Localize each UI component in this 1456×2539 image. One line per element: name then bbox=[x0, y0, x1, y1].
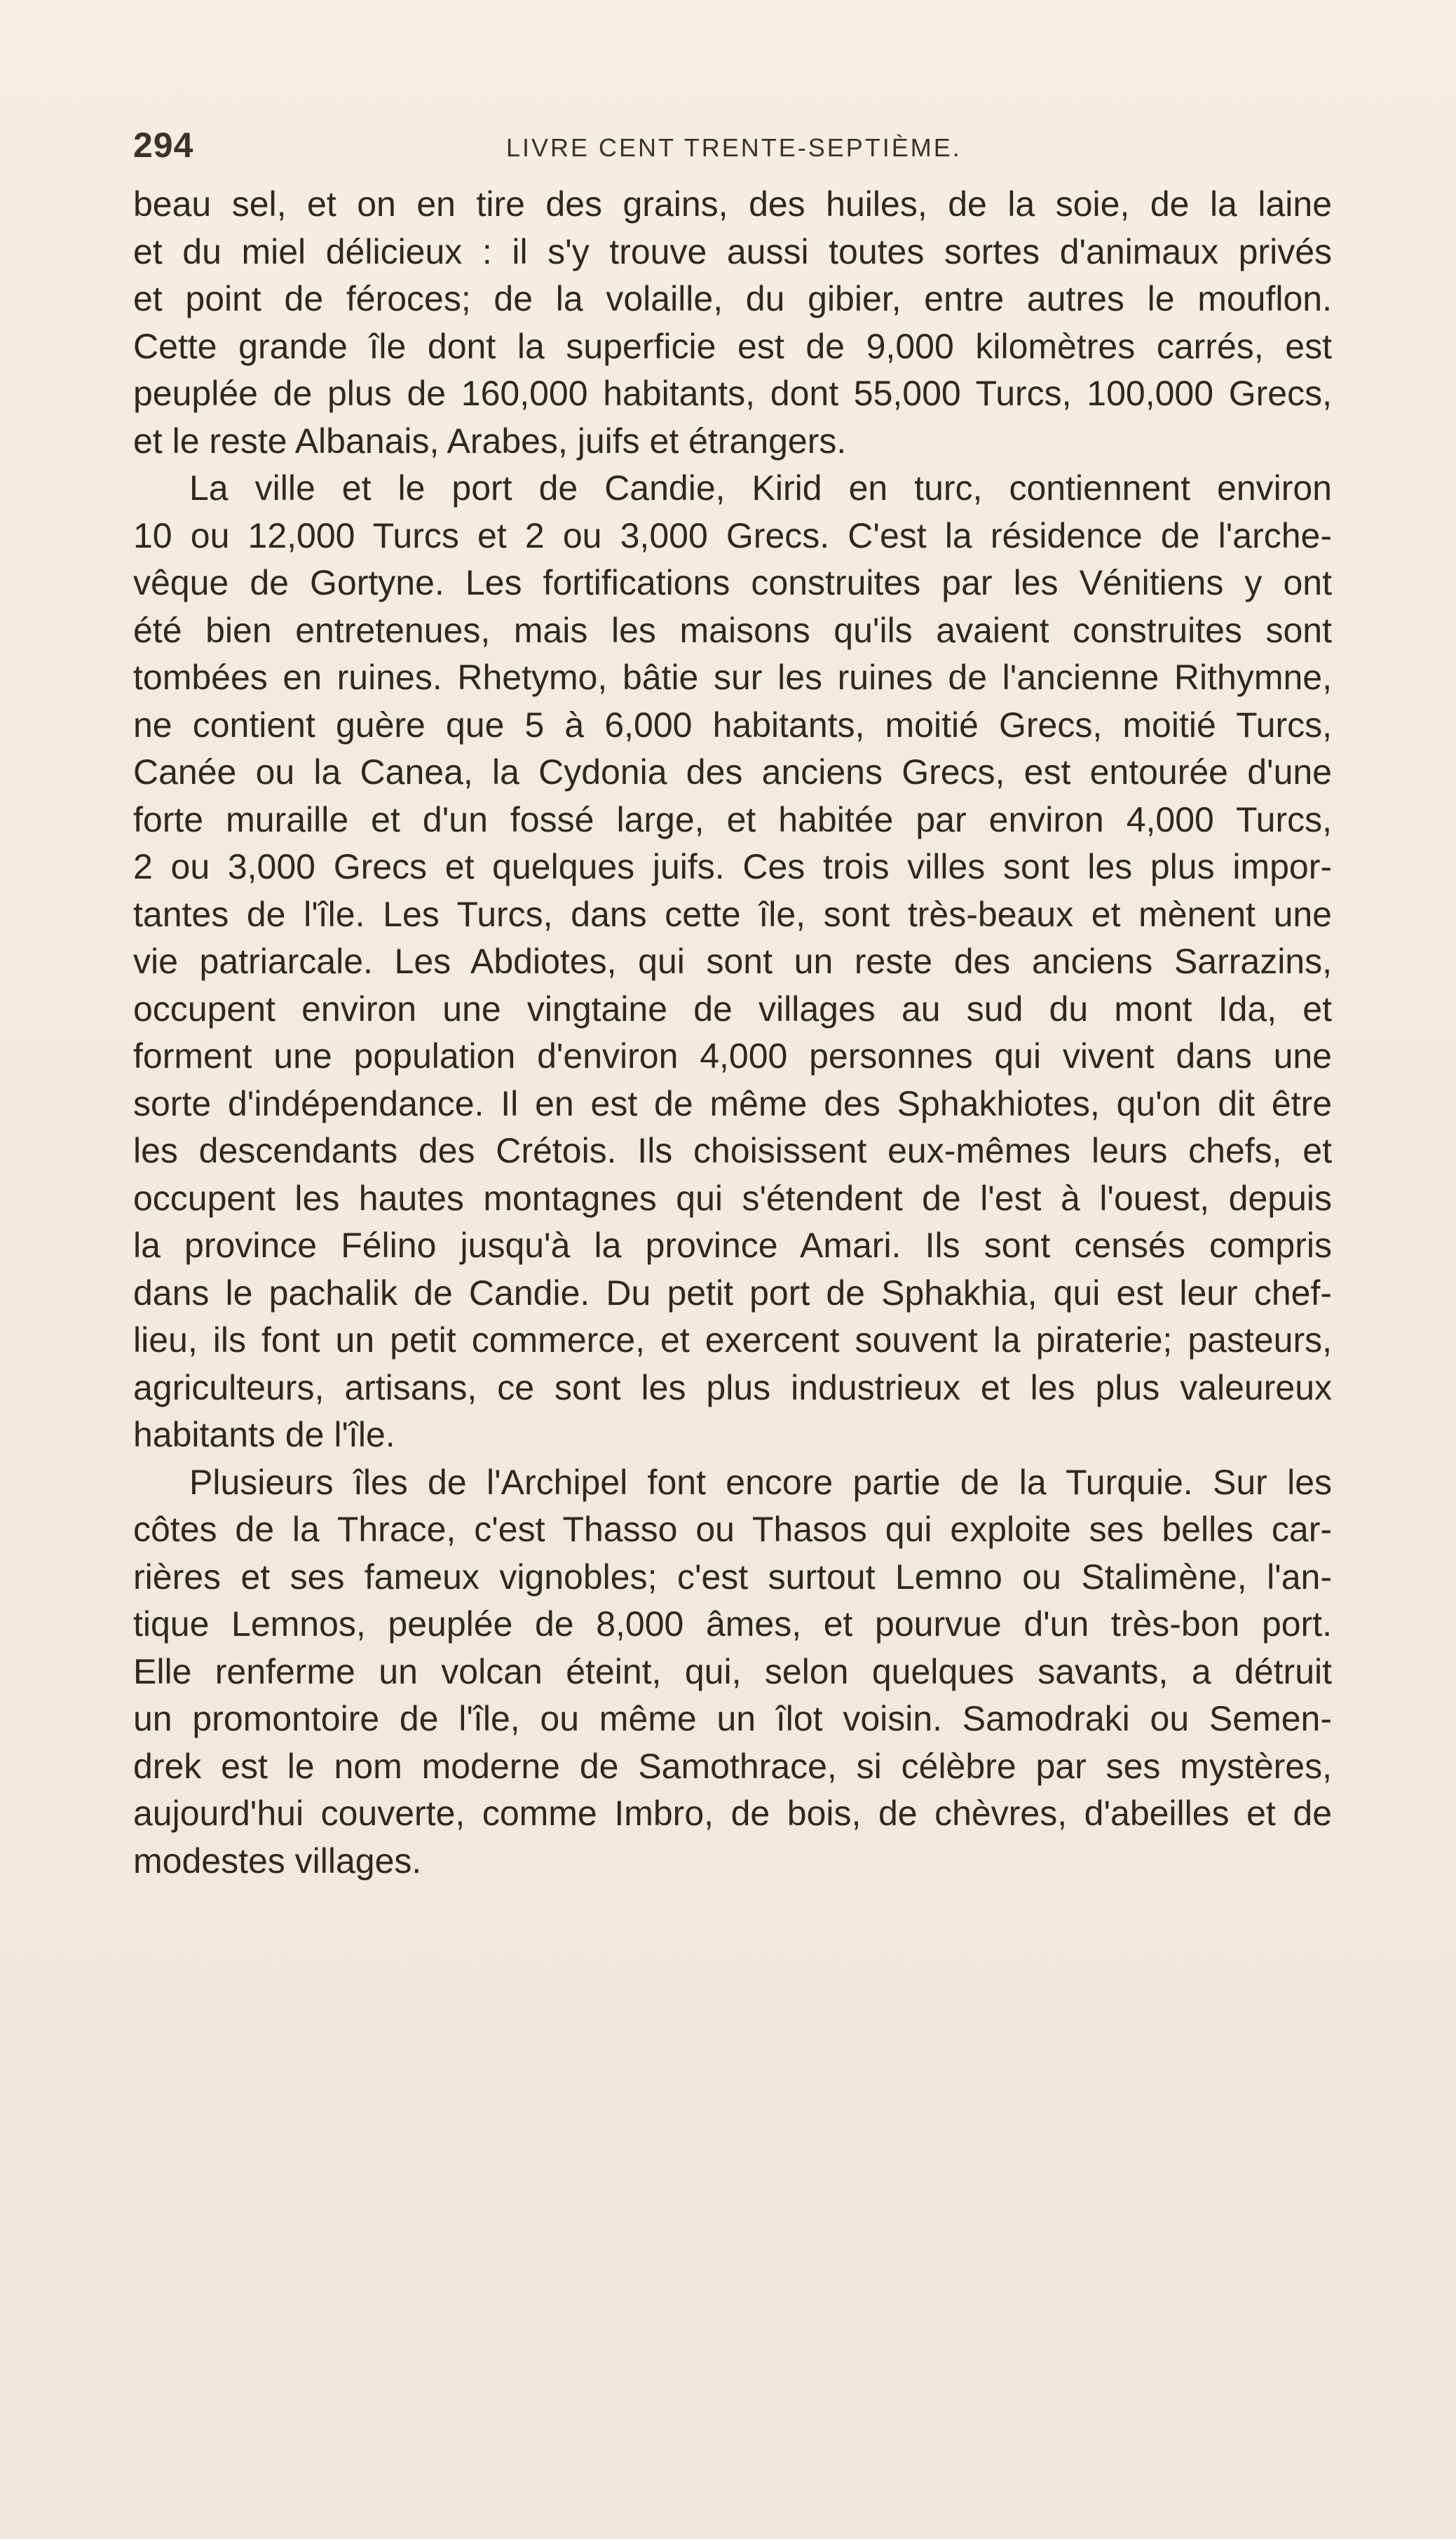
text-line: rières et ses fameux vignobles; c'est surtout Lemno ou Stalimène, l'an- bbox=[133, 1557, 1332, 1597]
text-line: Cette grande île dont la superficie est de 9,000 kilomètres carrés, est bbox=[133, 326, 1332, 366]
text-line: peuplée de plus de 160,000 habitants, dont 55,000 Turcs, 100,000 Grecs, bbox=[133, 374, 1332, 413]
text-line: tombées en ruines. Rhetymo, bâtie sur les ruines de l'ancienne Rithymne, bbox=[133, 658, 1332, 697]
text-line: tantes de l'île. Les Turcs, dans cette île, sont très-beaux et mènent une bbox=[133, 894, 1332, 934]
text-line: et le reste Albanais, Arabes, juifs et étrangers. bbox=[133, 421, 847, 461]
running-head: LIVRE CENT TRENTE-SEPTIÈME. bbox=[506, 133, 962, 162]
text-line: 10 ou 12,000 Turcs et 2 ou 3,000 Grecs. C'est la résidence de l'arche- bbox=[133, 515, 1332, 555]
page-header bbox=[133, 125, 1353, 174]
text-line: ne contient guère que 5 à 6,000 habitants, moitié Grecs, moitié Turcs, bbox=[133, 705, 1332, 745]
text-line: forment une population d'environ 4,000 personnes qui vivent dans une bbox=[133, 1036, 1332, 1076]
text-line: habitants de l'île. bbox=[133, 1415, 395, 1454]
text-line: Elle renferme un volcan éteint, qui, selon quelques savants, a détruit bbox=[133, 1651, 1332, 1691]
text-line: Canée ou la Canea, la Cydonia des anciens Grecs, est entourée d'une bbox=[133, 752, 1332, 792]
text-line: dans le pachalik de Candie. Du petit port de Sphakhia, qui est leur chef- bbox=[133, 1273, 1332, 1313]
text-line: drek est le nom moderne de Samothrace, si célèbre par ses mystères, bbox=[133, 1746, 1332, 1786]
text-line: occupent environ une vingtaine de villages au sud du mont Ida, et bbox=[133, 989, 1332, 1029]
text-line: occupent les hautes montagnes qui s'étendent de l'est à l'ouest, depuis bbox=[133, 1178, 1332, 1218]
text-line: Plusieurs îles de l'Archipel font encore partie de la Turquie. Sur les bbox=[189, 1462, 1332, 1502]
text-line: la province Félino jusqu'à la province Amari. Ils sont censés compris bbox=[133, 1226, 1332, 1265]
text-line: agriculteurs, artisans, ce sont les plus industrieux et les plus valeureux bbox=[133, 1367, 1332, 1407]
text-line: et du miel délicieux : il s'y trouve aussi toutes sortes d'animaux privés bbox=[133, 231, 1332, 271]
text-line: un promontoire de l'île, ou même un îlot voisin. Samodraki ou Semen- bbox=[133, 1699, 1332, 1738]
text-line: sorte d'indépendance. Il en est de même des Sphakhiotes, qu'on dit être bbox=[133, 1083, 1332, 1123]
text-line: été bien entretenues, mais les maisons qu'ils avaient construites sont bbox=[133, 610, 1332, 650]
text-line: aujourd'hui couverte, comme Imbro, de bois, de chèvres, d'abeilles et de bbox=[133, 1794, 1332, 1833]
body-text bbox=[133, 181, 1332, 1885]
text-line: beau sel, et on en tire des grains, des huiles, de la soie, de la laine bbox=[133, 184, 1332, 224]
text-line: forte muraille et d'un fossé large, et habitée par environ 4,000 Turcs, bbox=[133, 799, 1332, 839]
text-line: La ville et le port de Candie, Kirid en turc, contiennent environ bbox=[189, 468, 1332, 508]
text-line: les descendants des Crétois. Ils choisissent eux-mêmes leurs chefs, et bbox=[133, 1131, 1332, 1170]
page-number: 294 bbox=[133, 126, 194, 165]
text-line: tique Lemnos, peuplée de 8,000 âmes, et pourvue d'un très-bon port. bbox=[133, 1604, 1332, 1644]
text-line: modestes villages. bbox=[133, 1841, 422, 1881]
text-line: vêque de Gortyne. Les fortifications construites par les Vénitiens y ont bbox=[133, 563, 1332, 602]
text-line: vie patriarcale. Les Abdiotes, qui sont un reste des anciens Sarrazins, bbox=[133, 942, 1332, 981]
text-line: et point de féroces; de la volaille, du gibier, entre autres le mouflon. bbox=[133, 279, 1332, 318]
text-line: 2 ou 3,000 Grecs et quelques juifs. Ces trois villes sont les plus impor- bbox=[133, 847, 1332, 886]
text-line: côtes de la Thrace, c'est Thasso ou Thasos qui exploite ses belles car- bbox=[133, 1510, 1332, 1549]
text-line: lieu, ils font un petit commerce, et exercent souvent la piraterie; pasteurs, bbox=[133, 1320, 1332, 1360]
